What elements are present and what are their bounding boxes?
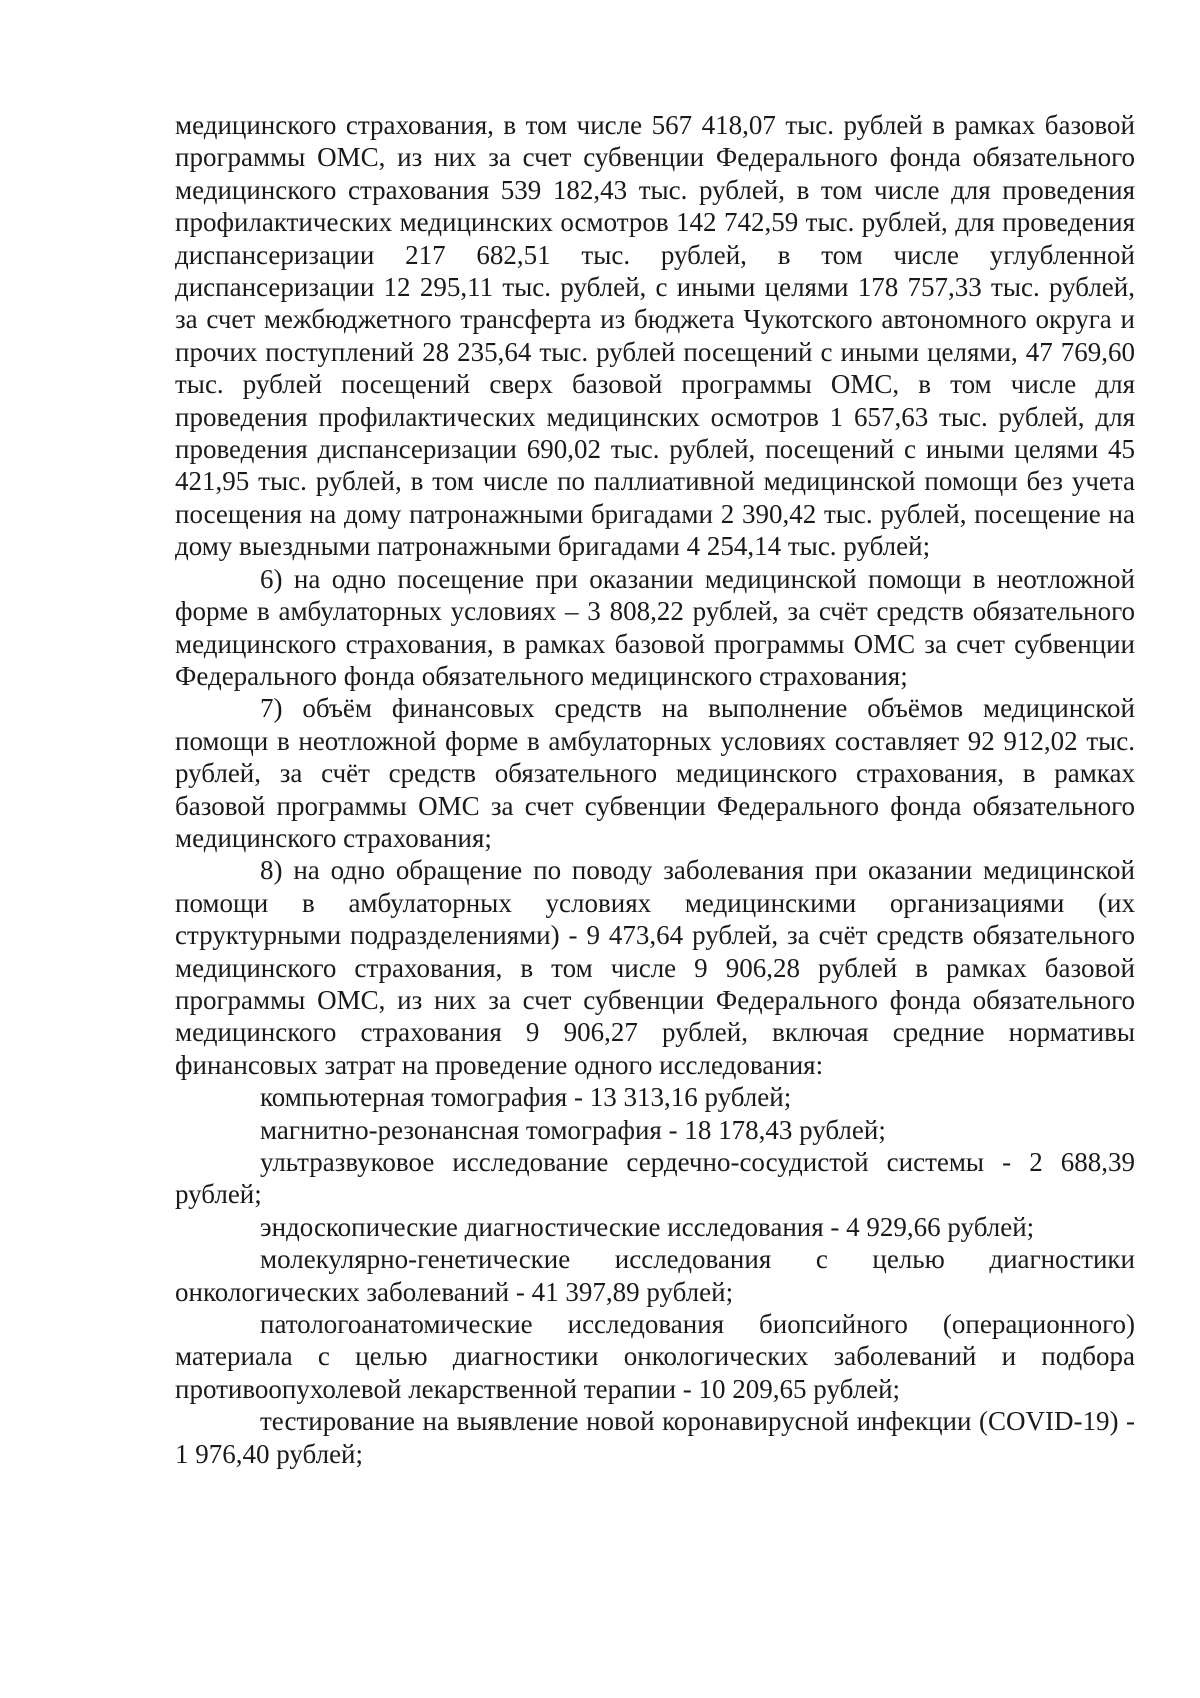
list-item-ct: компьютерная томография - 13 313,16 рублей; <box>260 1082 792 1113</box>
paragraph-continuation: медицинского страхования, в том числе 567 418,07 тыс. рублей в рамках базовой программы ОМС, из них за счет субвенции Федерального фонда обязательного медицинского страхования 539 182,43 тыс. рублей, в том числе для проведения профилактических медицинских осмотров 142 742,59 тыс. рублей, для проведения диспансеризации 217 682,51 тыс. рублей, в том числе углубленной диспансеризации 12 295,11 тыс. рублей, с иными целями 178 757,33 тыс. рублей, за счет межбюджетного трансферта из бюджета Чукотского автономного округа и прочих поступлений 28 235,64 тыс. рублей посещений с иными целями, 47 769,60 тыс. рублей посещений сверх базовой программы ОМС, в том числе для проведения профилактических медицинских осмотров 1 657,63 тыс. рублей, для проведения диспансеризации 690,02 тыс. рублей, посещений с иными целями 45 421,95 тыс. рублей, в том числе по паллиативной медицинской помощи без учета посещения на дому патронажными бригадами 2 390,42 тыс. рублей, посещение на дому выездными патронажными бригадами 4 254,14 тыс. рублей; <box>175 110 1135 562</box>
list-item-molecular-genetic: молекулярно-генетические исследования с целью диагностики онкологических заболеваний - 41 397,89 рублей; <box>175 1244 1135 1307</box>
list-item-ultrasound: ультразвуковое исследование сердечно-сосудистой системы - 2 688,39 рублей; <box>175 1147 1135 1210</box>
list-item-endoscopy: эндоскопические диагностические исследования - 4 929,66 рублей; <box>260 1211 1035 1242</box>
document-body <box>175 109 1135 1470</box>
paragraph-item-6: 6) на одно посещение при оказании медицинской помощи в неотложной форме в амбулаторных условиях – 3 808,22 рублей, за счёт средств обязательного медицинского страхования, в рамках базовой программы ОМС за счет субвенции Федерального фонда обязательного медицинского страхования; <box>175 563 1135 691</box>
paragraph-item-8: 8) на одно обращение по поводу заболевания при оказании медицинской помощи в амбулаторных условиях медицинскими организациями (их структурными подразделениями) - 9 473,64 рублей, за счёт средств обязательного медицинского страхования, в том числе 9 906,28 рублей в рамках базовой программы ОМС, из них за счет субвенции Федерального фонда обязательного медицинского страхования 9 906,27 рублей, включая средние нормативы финансовых затрат на проведение одного исследования: <box>175 855 1135 1080</box>
list-item-covid-test: тестирование на выявление новой коронавирусной инфекции (COVID-19) - 1 976,40 рублей; <box>175 1406 1135 1469</box>
paragraph-item-7: 7) объём финансовых средств на выполнение объёмов медицинской помощи в неотложной форме в амбулаторных условиях составляет 92 912,02 тыс. рублей, за счёт средств обязательного медицинского страхования, в рамках базовой программы ОМС за счет субвенции Федерального фонда обязательного медицинского страхования; <box>175 693 1135 853</box>
list-item-pathology: патологоанатомические исследования биопсийного (операционного) материала с целью диагностики онкологических заболеваний и подбора противоопухолевой лекарственной терапии - 10 209,65 рублей; <box>175 1309 1135 1404</box>
list-item-mri: магнитно-резонансная томография - 18 178,43 рублей; <box>260 1114 886 1145</box>
